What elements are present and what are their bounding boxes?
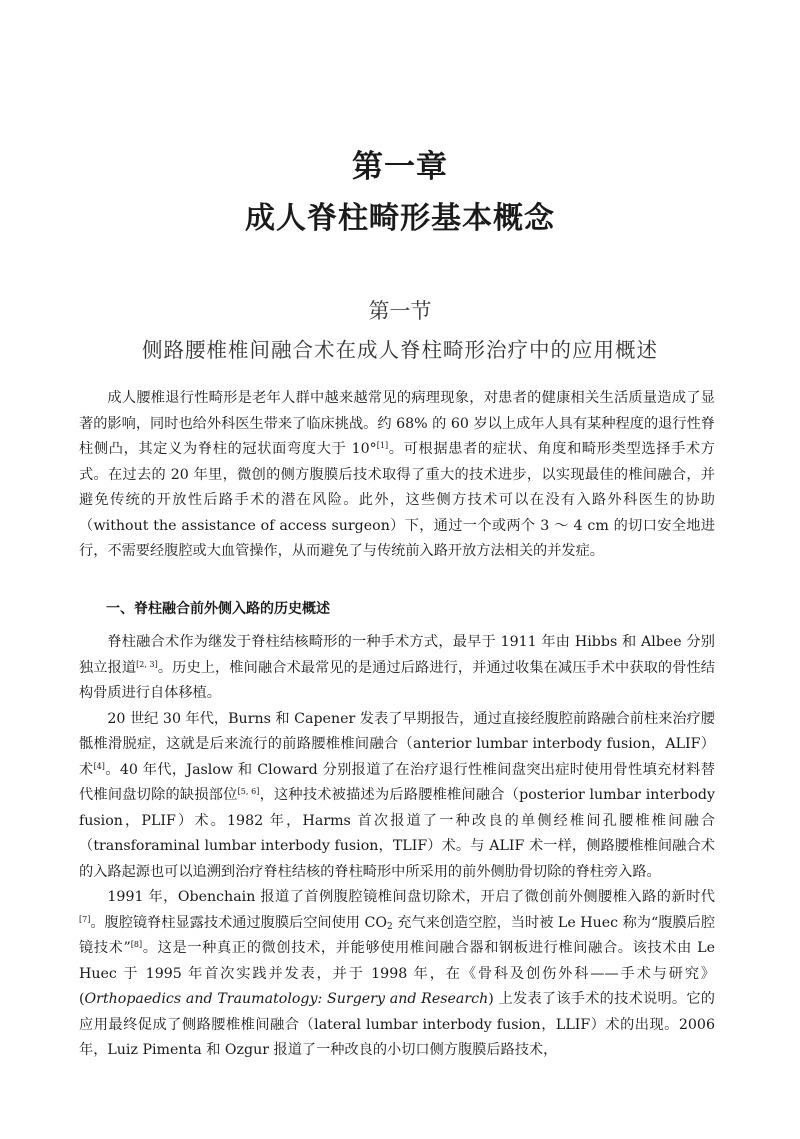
journal-title: Orthopaedics and Traumatology: Surgery and Research xyxy=(84,991,489,1007)
chapter-title: 成人脊柱畸形基本概念 xyxy=(245,201,555,236)
text-run: ) 上发表了该手术的技术说明。它的应用最终促成了侧路腰椎椎间融合（lateral lumbar interbody fusion，LLIF）术的出现。2006 年，Luiz Pimenta 和 Ozgur 报道了一种改良的小切口侧方腹膜后路技术， xyxy=(79,991,715,1058)
text-run: 。历史上，椎间融合术最常见的是通过后路进行，并通过收集在减压手术中获取的骨性结构骨质进行自体移植。 xyxy=(79,659,715,701)
text-run: 充气来创造空腔，当时被 Le Huec 称为“腹膜后腔镜技术” xyxy=(79,914,716,956)
citation: [1] xyxy=(376,441,389,450)
section-label: 第一节 xyxy=(368,299,432,323)
history-paragraph-3 xyxy=(79,885,715,1064)
text-run: 成人腰椎退行性畸形是老年人群中越来越常见的病理现象，对患者的健康相关生活质量造成了显著的影响，同时也给外科医生带来了临床挑战。约 68% 的 60 岁以上成年人具有某种程度的退行性脊柱侧凸，其定义为脊柱的冠状面弯度大于 10° xyxy=(79,390,715,457)
citation: [7] xyxy=(79,914,91,924)
text-run: 。40 年代，Jaslow 和 Cloward 分别报道了在治疗退行性椎间盘突出症时使用骨性填充材料替代椎间盘切除的缺损部位 xyxy=(79,761,715,803)
subsection-heading: 一、脊柱融合前外侧入路的历史概述 xyxy=(106,601,330,617)
citation: [8] xyxy=(130,940,143,949)
citation: [5, 6] xyxy=(237,787,260,796)
citation: [4] xyxy=(93,761,105,771)
text-run: ，这种技术被描述为后路腰椎椎间融合（posterior lumbar interbody fusion，PLIF）术。1982 年，Harms 首次报道了一种改良的单侧经椎间孔腰椎椎间融合（transforaminal lumbar interbody fusion，TLIF）术。与 ALIF 术一样，侧路腰椎椎间融合术的入路起源也可以追溯到治疗脊柱结核的脊柱畸形中所采用的前外侧肋骨切除的脊柱旁入路。 xyxy=(79,787,715,880)
text-run: 20 世纪 30 年代，Burns 和 Capener 发表了早期报告，通过直接经腹腔前路融合前柱来治疗腰骶椎滑脱症，这就是后来流行的前路腰椎椎间融合（anterior lumbar interbody fusion，ALIF）术 xyxy=(79,710,715,778)
intro-paragraph xyxy=(79,386,715,565)
chapter-label: 第一章 xyxy=(352,149,448,185)
subscript: 2 xyxy=(387,921,393,932)
citation: [2, 3] xyxy=(136,659,158,669)
intro-block xyxy=(79,386,715,565)
text-run: 1991 年，Obenchain 报道了首例腹腔镜椎间盘切除术，开启了微创前外侧腰椎入路的新时代 xyxy=(107,889,715,905)
text-run: 。腹腔镜脊柱显露技术通过腹膜后空间使用 CO xyxy=(90,914,388,931)
history-paragraph-2 xyxy=(79,707,715,886)
text-run: 。可根据患者的症状、角度和畸形类型选择手术方式。在过去的 20 年里，微创的侧方腹膜后技术取得了重大的技术进步，以实现最佳的椎间融合，并避免传统的开放性后路手术的潜在风险。此外，这些侧方技术可以在没有入路外科医生的协助（without the assistance of access surgeon）下，通过一个或两个 3 ～ 4 cm 的切口安全地进行，不需要经腹腔或大血管操作，从而避免了与传统前入路开放方法相关的并发症。 xyxy=(79,441,715,559)
history-paragraph-1 xyxy=(79,630,715,707)
text-run: 脊柱融合术作为继发于脊柱结核畸形的一种手术方式，最早于 1911 年由 Hibbs 和 Albee 分别独立报道 xyxy=(79,634,715,676)
history-block xyxy=(79,630,715,1064)
section-title: 侧路腰椎椎间融合术在成人脊柱畸形治疗中的应用概述 xyxy=(142,338,658,362)
text-run: 。这是一种真正的微创技术，并能够使用椎间融合器和钢板进行椎间融合。该技术由 Le Huec 于 1995 年首次实践并发表，并于 1998 年，在《骨科及创伤外科——手术与研究》( xyxy=(79,940,715,1007)
